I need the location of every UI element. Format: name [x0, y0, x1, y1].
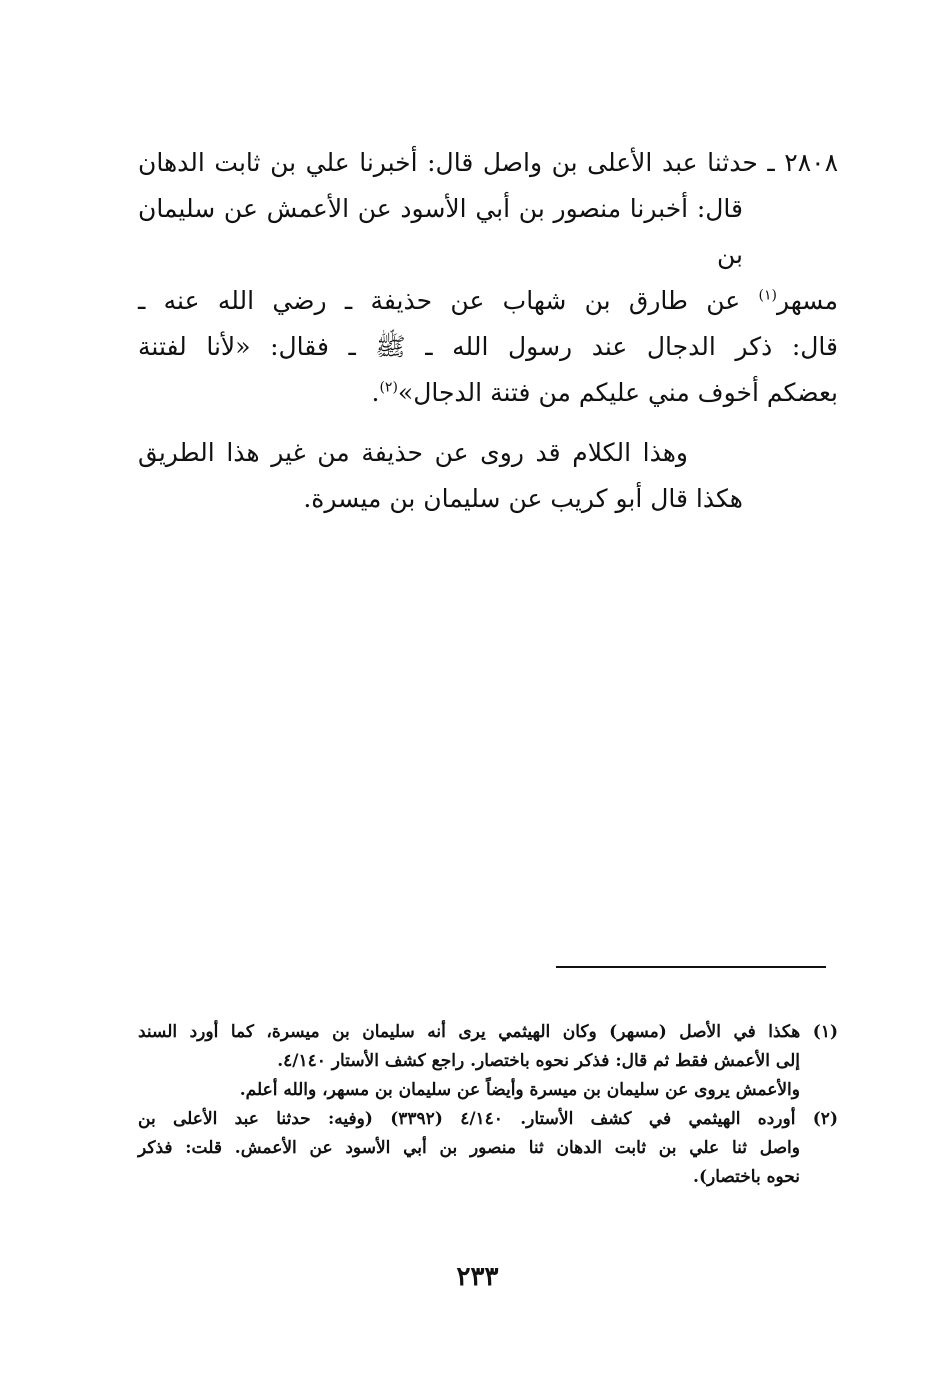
footnotes	[138, 1018, 838, 1192]
hadith-2808	[138, 140, 838, 416]
hadith-line: مسهر$^{(١)}$ عن طارق بن شهاب عن حذيفة ـ رضي الله عنه ـ	[138, 286, 838, 315]
comment-line: وهذا الكلام قد روى عن حذيفة من غير هذا الطريق	[138, 438, 688, 467]
footnote-2	[138, 1105, 838, 1192]
footnote-separator	[556, 966, 826, 968]
footnote-line: واصل ثنا علي بن ثابت الدهان ثنا منصور بن أبي الأسود عن الأعمش. قلت: فذكر	[138, 1138, 800, 1158]
footnote-line: (٢) أورده الهيثمي في كشف الأستار. ٤/١٤٠ (٣٣٩٢) (وفيه: حدثنا عبد الأعلى بن	[138, 1109, 838, 1129]
hadith-line: قال: أخبرنا منصور بن أبي الأسود عن الأعمش عن سليمان بن	[138, 194, 743, 269]
hadith-line: بعضكم أخوف مني عليكم من فتنة الدجال»$^{(٢)}$.	[371, 378, 838, 407]
comment-line: هكذا قال أبو كريب عن سليمان بن ميسرة.	[303, 484, 743, 513]
footnote-line: (١) هكذا في الأصل (مسهر) وكان الهيثمي يرى أنه سليمان بن ميسرة، كما أورد السند	[138, 1022, 838, 1042]
author-comment	[138, 430, 838, 522]
page-number: ٢٣٣	[456, 1262, 499, 1292]
hadith-line: قال: ذكر الدجال عند رسول الله ـ ﷺ ـ فقال: «لأنا لفتنة	[138, 332, 838, 361]
main-text	[138, 140, 838, 522]
hadith-line: ٢٨٠٨ ـ حدثنا عبد الأعلى بن واصل قال: أخبرنا علي بن ثابت الدهان	[138, 148, 838, 177]
footnote-marker: (١)	[812, 1022, 838, 1042]
footnote-ref-1[interactable]: (١)	[758, 287, 777, 304]
footnote-1	[138, 1018, 838, 1105]
footnote-marker: (٢)	[812, 1109, 838, 1129]
footnote-line: نحوه باختصار).	[693, 1167, 800, 1187]
footnote-ref-2[interactable]: (٢)	[379, 379, 398, 396]
hadith-number: ٢٨٠٨	[784, 148, 838, 177]
footnote-line: إلى الأعمش فقط ثم قال: فذكر نحوه باختصار. راجع كشف الأستار ٤/١٤٠.	[277, 1051, 800, 1071]
footnote-line: والأعمش يروى عن سليمان بن ميسرة وأيضاً عن سليمان بن مسهر، والله أعلم.	[239, 1080, 800, 1100]
